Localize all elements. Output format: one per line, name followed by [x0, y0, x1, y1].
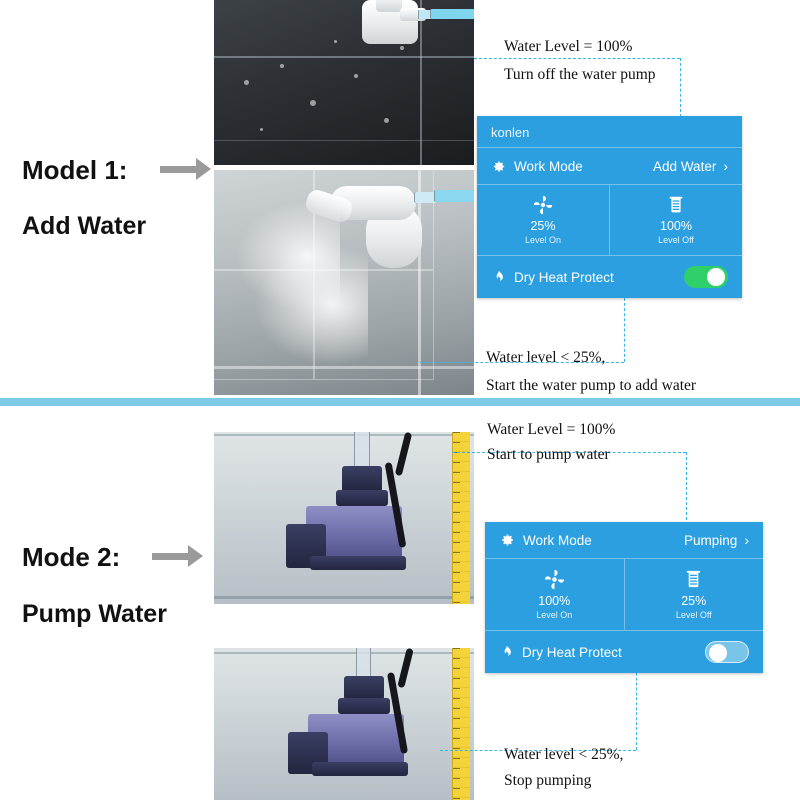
chevron-right-icon[interactable]: › — [723, 158, 728, 174]
level-off-caption-1: Level Off — [658, 235, 694, 245]
app-panel-pumping[interactable] — [485, 522, 763, 673]
work-mode-row-1[interactable] — [477, 147, 742, 185]
level-off-cell-1[interactable] — [609, 185, 742, 255]
section-1-title: Model 1: — [22, 155, 128, 185]
photo-pump-top — [214, 432, 474, 604]
section-1-subtitle: Add Water — [22, 212, 147, 240]
photo-addwater-top — [214, 0, 474, 165]
chevron-right-icon[interactable]: › — [744, 532, 749, 548]
dry-heat-row-1[interactable] — [477, 256, 742, 298]
section-2-subtitle: Pump Water — [22, 600, 167, 628]
work-mode-row-2[interactable] — [485, 522, 763, 559]
level-on-caption-1: Level On — [524, 235, 562, 245]
levels-row-2 — [485, 559, 763, 631]
dry-heat-toggle-1[interactable] — [684, 266, 728, 288]
levels-row-1 — [477, 185, 742, 256]
level-sensor-icon — [614, 194, 738, 216]
level-off-caption-2: Level Off — [675, 610, 712, 620]
dry-heat-toggle-2[interactable] — [705, 641, 749, 663]
level-off-pct-2: 25% — [681, 594, 707, 608]
toggle-knob — [709, 644, 727, 662]
section-2-title: Mode 2: — [22, 542, 121, 572]
level-on-pct-1: 25% — [530, 219, 556, 233]
flame-icon — [491, 269, 506, 285]
level-on-cell-2[interactable] — [485, 559, 624, 630]
callout-1-top-line2: Turn off the water pump — [504, 66, 656, 83]
work-mode-label-1: Work Mode — [514, 158, 583, 174]
callout-1-bottom-line1: Water level < 25%, — [486, 349, 606, 366]
photo-pump-bottom — [214, 648, 474, 800]
flame-icon — [499, 644, 514, 660]
dry-heat-row-2[interactable] — [485, 631, 763, 673]
callout-1-bottom-line2: Start the water pump to add water — [486, 377, 697, 394]
gear-icon — [499, 532, 515, 548]
level-on-cell-1[interactable] — [477, 185, 609, 255]
guide-line-top-1 — [474, 58, 680, 59]
callout-2-bottom-line1: Water level < 25%, — [504, 746, 624, 763]
fan-icon — [489, 568, 620, 591]
app-panel-addwater[interactable] — [477, 116, 742, 298]
work-mode-value-1: Add Water — [653, 158, 717, 174]
app-brand: konlen — [491, 125, 530, 140]
level-on-pct-2: 100% — [538, 594, 571, 608]
dry-heat-label-1: Dry Heat Protect — [514, 269, 614, 285]
toggle-knob — [707, 268, 725, 286]
callout-1-top-line1: Water Level = 100% — [504, 38, 633, 55]
dry-heat-label-2: Dry Heat Protect — [522, 644, 622, 660]
level-off-cell-2[interactable] — [624, 559, 764, 630]
guide-line-top-4 — [686, 452, 687, 530]
section-divider — [0, 398, 800, 406]
level-sensor-icon — [629, 568, 760, 591]
fan-icon — [481, 194, 605, 216]
level-on-caption-2: Level On — [536, 610, 573, 620]
callout-2-top-line2: Start to pump water — [487, 446, 610, 463]
callout-2-bottom-line2: Stop pumping — [504, 772, 592, 789]
callout-2-top-line1: Water Level = 100% — [487, 421, 616, 438]
work-mode-value-2: Pumping — [684, 532, 738, 548]
work-mode-label-2: Work Mode — [523, 532, 592, 548]
level-off-pct-1: 100% — [660, 219, 692, 233]
gear-icon — [491, 159, 506, 174]
